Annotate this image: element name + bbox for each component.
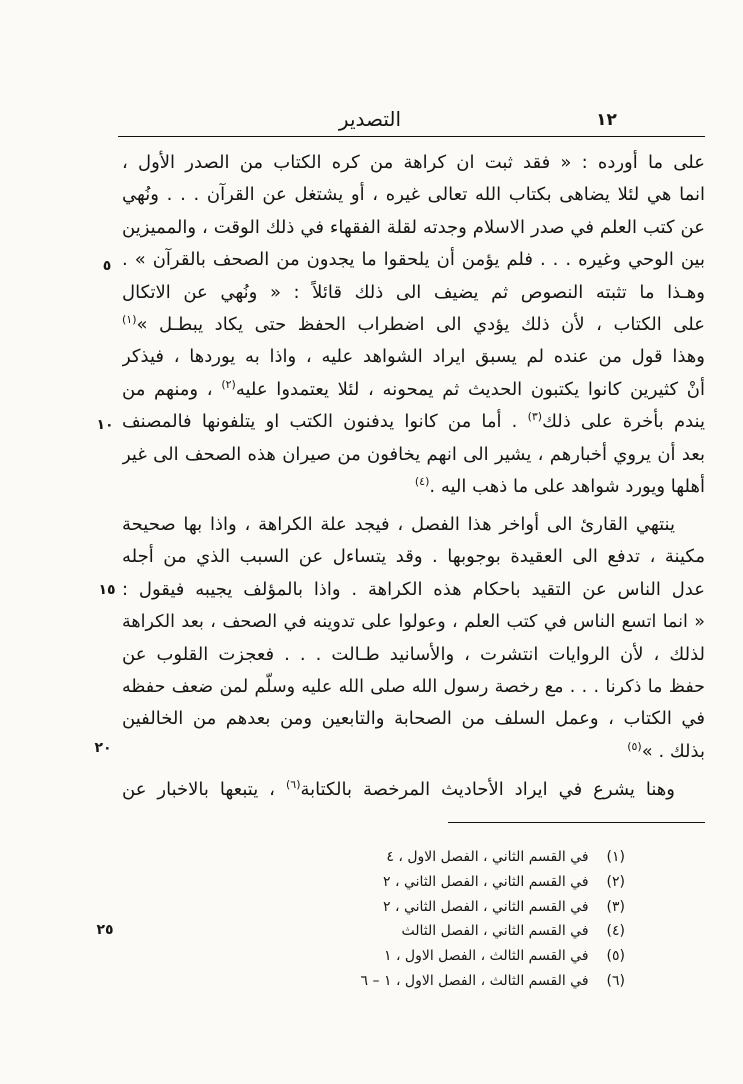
paragraph <box>122 147 705 503</box>
footnote-separator <box>448 822 705 823</box>
paragraph <box>122 774 705 806</box>
footnote-marker: (٢) <box>606 873 625 890</box>
text-line <box>122 774 705 806</box>
footnote-ref: (١) <box>122 312 137 326</box>
line-text: وهنا يشرع في ايراد الأحاديث المرخصة بالكتابة <box>300 779 675 800</box>
footnote-text: في القسم الثالث ، الفصل الاول ، ١ <box>383 948 589 965</box>
footnote <box>305 919 625 944</box>
line-text: في الكتاب ، وعمل السلف من الصحابة والتابعين ومن بعدهم من الخالفين <box>122 708 705 730</box>
line-number: ١٠ <box>96 417 114 433</box>
footnote-text: في القسم الثاني ، الفصل الثاني ، ٢ <box>383 898 589 915</box>
text-line <box>122 439 705 471</box>
footnote <box>305 870 625 895</box>
text-line <box>122 574 705 606</box>
page-number: ١٢ <box>596 110 617 130</box>
line-text: بين الوحي وغيره . . . فلم يؤمن أن يلحقوا ما يجدون من الصحف بالقرآن » . <box>122 249 705 271</box>
line-text: انما هي لئلا يضاهى بكتاب الله تعالى غيره ، أو يشتغل عن القرآن . . . ونُهي <box>122 184 705 206</box>
running-title: التصدير <box>338 107 402 131</box>
text-line <box>122 406 705 438</box>
text-line <box>122 374 705 406</box>
line-text: وهذا قول من عنده لم يسبق ايراد الشواهد عليه ، واذا به يوردها ، فيذكر <box>122 346 705 368</box>
line-number: ٢٠ <box>94 740 112 756</box>
line-text: أهلها ويورد شواهد على ما ذهب اليه . <box>429 475 705 497</box>
footnote-ref: (٣) <box>527 410 543 424</box>
header-rule <box>118 136 705 137</box>
line-text: ، يتبعها بالاخبار عن <box>122 779 286 800</box>
footnote-ref: (٥) <box>627 739 642 753</box>
footnote-marker: (٣) <box>606 898 625 915</box>
line-text: « انما اتسع الناس في كتب العلم ، وعولوا على تدوينه في الصحف ، بعد الكراهة <box>122 612 705 633</box>
line-text: على ما أورده : « فقد ثبت ان كراهة من كره الكتاب من الصدر الأول ، <box>122 152 705 173</box>
text-line <box>122 509 705 541</box>
footnote-text: في القسم الثالث ، الفصل الاول ، ١ – ٦ <box>360 972 589 989</box>
text-line <box>122 736 705 768</box>
text-line <box>122 179 705 211</box>
line-text: ، ومنهم من <box>122 378 222 400</box>
line-text: عن كتب العلم في صدر الاسلام وجدته لقلة الفقهاء في ذلك الوقت ، والمميزين <box>122 216 705 238</box>
line-text: أنْ كثيرين كانوا يكتبون الحديث ثم يمحونه ، لئلا يعتمدوا عليه <box>235 378 705 400</box>
footnote-ref: (٤) <box>414 474 430 488</box>
text-line <box>122 703 705 735</box>
text-line <box>122 541 705 573</box>
line-text: على الكتاب ، لأن ذلك يؤدي الى اضطراب الحفظ حتى يكاد يبطـل » <box>136 313 705 335</box>
footnote <box>305 895 625 920</box>
footnote-marker: (٤) <box>606 923 625 940</box>
footnotes <box>305 845 625 994</box>
footnote-marker: (٥) <box>606 948 625 965</box>
line-number: ٢٥ <box>96 922 114 938</box>
line-text: . أما من كانوا يدفنون الكتب او يتلفونها فالمصنف <box>122 411 528 433</box>
line-number: ٥ <box>102 258 112 274</box>
line-text: بعد أن يروي أخبارهم ، يشير الى انهم يخافون من صيران هذه الصحف الى غير <box>122 443 705 465</box>
footnote <box>305 845 625 870</box>
line-text: لذلك ، لأن الروايات انتشرت ، والأسانيد طـالت . . . فعجزت القلوب عن <box>122 643 705 665</box>
footnote-ref: (٢) <box>221 377 236 391</box>
text-line <box>122 147 705 179</box>
footnote-ref: (٦) <box>285 778 301 791</box>
line-text: يندم بأخرة على ذلك <box>542 411 705 433</box>
line-text: حفظ ما ذكرنا . . . مع رخصة رسول الله صلى الله عليه وسلّم لمن ضعف حفظه <box>122 676 705 697</box>
text-line <box>122 244 705 276</box>
line-text: بذلك . » <box>641 740 705 762</box>
text-line <box>122 309 705 341</box>
text-line <box>122 341 705 373</box>
line-text: وهـذا ما تثبته النصوص ثم يضيف الى ذلك قائلاً : « ونُهي عن الاتكال <box>122 281 705 303</box>
text-line <box>122 471 705 503</box>
text-line <box>122 277 705 309</box>
text-line <box>122 671 705 703</box>
footnote-text: في القسم الثاني ، الفصل الاول ، ٤ <box>386 849 589 865</box>
line-number: ١٥ <box>98 582 116 598</box>
text-line <box>122 212 705 244</box>
line-text: مكينة ، تدفع الى العقيدة بوجوبها . وقد يتساءل عن السبب الذي من أجله <box>122 546 705 568</box>
line-text: عدل الناس عن التقيد باحكام هذه الكراهة . واذا بالمؤلف يجيبه فيقول : <box>122 578 705 600</box>
footnote-marker: (٦) <box>606 972 625 989</box>
footnote-text: في القسم الثاني ، الفصل الثالث <box>401 923 589 940</box>
footnote-text: في القسم الثاني ، الفصل الثاني ، ٢ <box>383 873 589 890</box>
text-line <box>122 606 705 638</box>
paragraph <box>122 509 705 768</box>
footnote <box>305 969 625 994</box>
line-text: ينتهي القارئ الى أواخر هذا الفصل ، فيجد علة الكراهة ، واذا بها صحيحة <box>122 514 675 535</box>
footnote-marker: (١) <box>606 849 625 865</box>
footnote <box>305 944 625 969</box>
text-line <box>122 639 705 671</box>
